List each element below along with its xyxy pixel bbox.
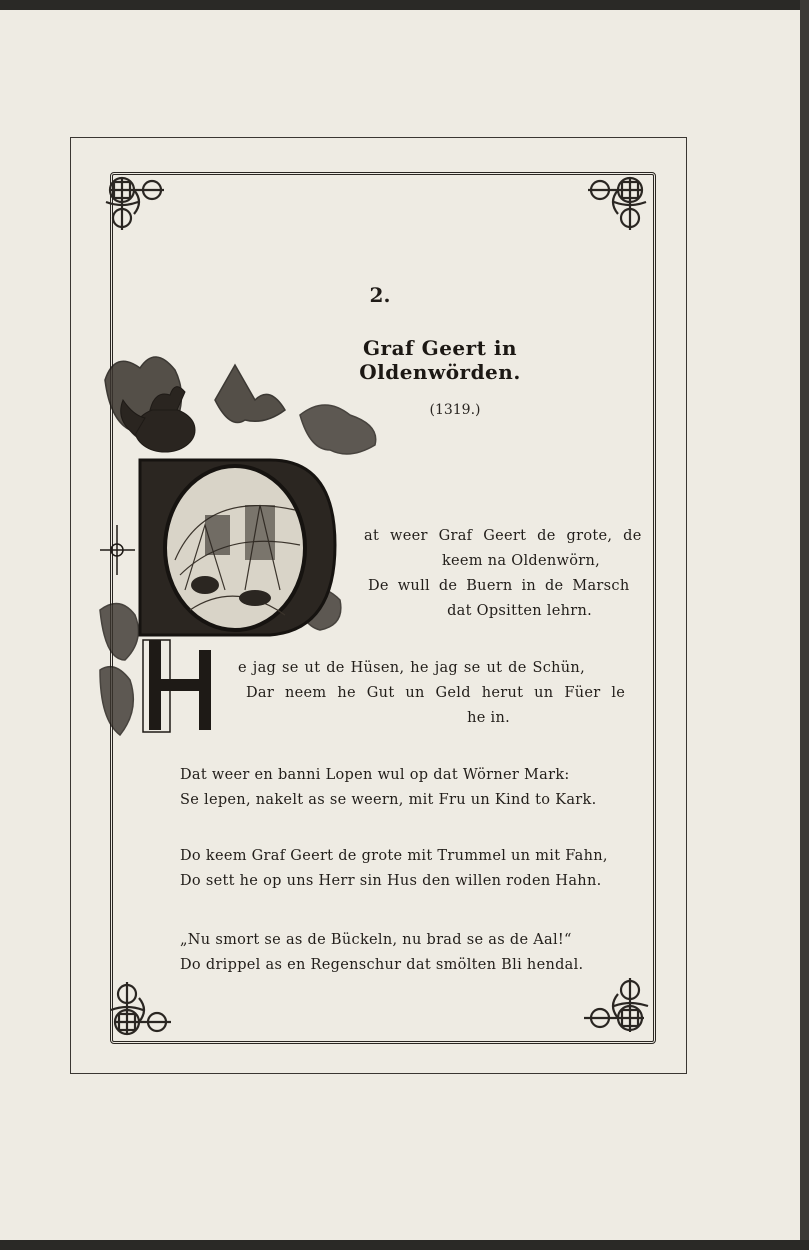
poem-number: 2. xyxy=(369,283,391,307)
poem-line: he in. xyxy=(467,710,510,726)
poem-line: Do keem Graf Geert de grote mit Trummel un mit Fahn, xyxy=(180,848,608,864)
scan-background xyxy=(0,1240,809,1250)
poem-line: Dar neem he Gut un Geld herut un Füer le xyxy=(246,685,626,701)
poem-line: dat Opsitten lehrn. xyxy=(447,603,592,619)
corner-knot-ornament-top-left xyxy=(100,168,175,240)
page-edge-shadow xyxy=(800,0,809,1250)
poem-line: at weer Graf Geert de grote, de xyxy=(364,528,642,544)
corner-knot-ornament-top-right xyxy=(580,168,652,240)
poem-line: Do drippel as en Regenschur dat smölten Bli hendal. xyxy=(180,957,584,973)
corner-knot-ornament-bottom-right xyxy=(578,968,654,1042)
poem-line: „Nu smort se as de Bückeln, nu brad se as de Aal!“ xyxy=(180,932,572,948)
poem-year: (1319.) xyxy=(429,402,481,418)
poem-line: keem na Oldenwörn, xyxy=(441,553,600,569)
poem-line: Dat weer en banni Lopen wul op dat Wörner Mark: xyxy=(180,767,570,783)
corner-knot-ornament-bottom-left xyxy=(105,972,180,1044)
poem-line: Do sett he op uns Herr sin Hus den willen roden Hahn. xyxy=(180,873,602,889)
poem-line: e jag se ut de Hüsen, he jag se ut de Schün, xyxy=(238,660,585,676)
poem-line: Se lepen, nakelt as se weern, mit Fru un Kind to Kark. xyxy=(180,792,597,808)
poem-line: De wull de Buern in de Marsch xyxy=(368,578,630,594)
poem-title: Graf Geert in Oldenwörden. xyxy=(359,336,521,384)
illustrated-initial-ornament xyxy=(95,340,390,740)
